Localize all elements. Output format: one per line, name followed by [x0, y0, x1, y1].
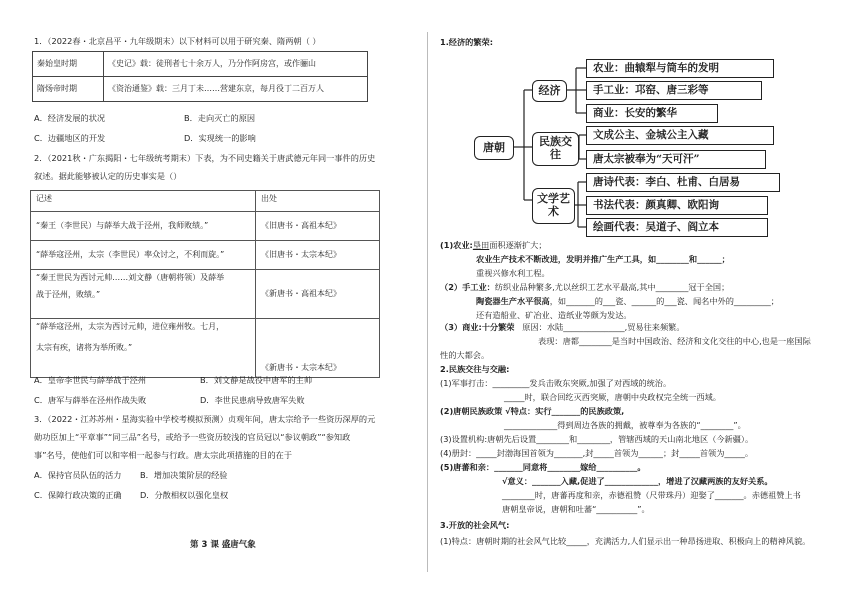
- table-header-row: 记述 出处: [31, 191, 380, 212]
- s2-line-3: (2)唐朝民族政策 √特点：实行_______的民族政策,: [440, 406, 625, 416]
- section-3-heading: 3.开放的社会风气:: [440, 520, 510, 530]
- table-row: “薛举寇泾州，太宗为西讨元帅，进位雍州牧。七月， 太宗有疾，诸将为举所败。” 《新唐书・太宗本纪》: [31, 319, 380, 378]
- q1-option-d: D．实现统一的影响: [184, 133, 256, 143]
- mindmap-item-agriculture: 农业：曲辕犁与筒车的发明: [586, 59, 774, 78]
- q3-line3: 事”名号，使他们可以和宰相一起参与行政。唐太宗此项措施的目的在于: [34, 450, 293, 460]
- q2-stem-line2: 叙述。据此能够被认定的历史事实是（）: [34, 171, 182, 181]
- note-commerce: （3）商业:十分繁荣 原因：水陆_______________,贸易往来频繁。: [440, 322, 685, 332]
- note-metropolis: 性的大都会。: [440, 350, 490, 360]
- table-row: “薛举寇泾州，太宗（李世民）率众讨之，不利而旋。” 《旧唐书・太宗本纪》: [31, 241, 380, 270]
- note-commerce-show: 表现：唐都________是当时中国政治、经济和文化交往的中心,也是一座国际: [538, 336, 811, 346]
- s2-line-2: _____时，联合回纥灭西突厥，唐朝中央政权完全统一西域。: [504, 392, 721, 402]
- table-row: 隋炀帝时期 《资治通鉴》载：三月丁未……营建东京，每月役丁二百万人: [33, 77, 368, 102]
- q2-option-c: C．唐军与薛举在泾州作战失败: [34, 395, 147, 405]
- q3-option-c: C．保障行政决策的正确: [34, 490, 122, 500]
- note-handicraft: （2）手工业：纺织业品种繁多,尤以丝织工艺水平最高,其中________冠于全国；: [440, 282, 730, 292]
- q1-option-a: A．经济发展的状况: [34, 113, 106, 123]
- q2-option-d: D．李世民患病导致唐军失败: [200, 395, 305, 405]
- mindmap-ethnic: 民族交往: [532, 132, 579, 166]
- s2-line-7: (5)唐蕃和亲：_______同意将________嫁给__________。: [440, 462, 646, 472]
- s2-line-4: _____________得到周边各族的拥戴，被尊奉为各族的“________”。: [504, 420, 746, 430]
- s2-line-6: (4)册封：_____封渤海国首领为_______,封_____首领为______；封_____首领为_____。: [440, 448, 754, 458]
- lesson-title: 第 3 课 盛唐气象: [190, 540, 256, 550]
- note-ceramics: 陶瓷器生产水平很高，如_______的___瓷、______的___瓷、闻名中外的_________；: [476, 296, 779, 306]
- s2-line-10: 唐朝皇帝说，唐朝和吐蕃“__________”。: [502, 504, 650, 514]
- q2-option-b: B．刘文静是战役中唐军的主帅: [200, 375, 313, 385]
- note-agri-tools: 农业生产技术不断改进，发明并推广生产工具，如________和______；: [476, 254, 730, 264]
- note-agri-water: 重视兴修水利工程。: [476, 268, 550, 278]
- q1-stem: 1．（2022春・北京昌平・九年级期末）以下材料可以用于研究秦、隋两朝（ ）: [34, 36, 321, 46]
- q1-option-b: B．走向灭亡的原因: [184, 113, 256, 123]
- mindmap-root: 唐朝: [474, 136, 514, 160]
- section-1-heading: 1.经济的繁荣:: [440, 37, 494, 47]
- q3-line2: 勋功臣加上“平章事”“同三品”名号，或给予一些资历较浅的官员冠以“参议朝政”“参知政: [34, 432, 351, 442]
- table-row: 秦始皇时期 《史记》载：徒刑者七十余万人，乃分作阿房宫，或作骊山: [33, 52, 368, 77]
- mindmap-item-tiankehan: 唐太宗被奉为“天可汗”: [586, 150, 766, 169]
- mindmap-culture: 文学艺术: [532, 188, 575, 224]
- mindmap-item-commerce: 商业：长安的繁华: [586, 104, 718, 123]
- q3-option-b: B．增加决策阶层的经验: [140, 470, 228, 480]
- mindmap-item-handicraft: 手工业：邛窑、唐三彩等: [586, 81, 762, 100]
- s2-line-5: (3)设置机构:唐朝先后设置________和________，管辖西域的天山南北地区（今新疆）。: [440, 434, 754, 444]
- q2-option-a: A．皇帝李世民与薛举战于泾州: [34, 375, 147, 385]
- section-2-heading: 2.民族交往与交融:: [440, 364, 510, 374]
- note-agriculture: (1)农业:垦田面积逐渐扩大；: [440, 240, 547, 250]
- table-row: “秦王世民为西讨元帅……刘文静（唐朝将领）及薛举 战于泾州，败绩。” 《新唐书・高祖本纪》: [31, 270, 380, 319]
- q1-option-c: C．边疆地区的开发: [34, 133, 106, 143]
- s2-line-8: √意义：_______入藏,促进了_____________，增进了汉藏两族的友好关系。: [502, 476, 773, 486]
- q3-option-d: D．分散相权以强化皇权: [140, 490, 229, 500]
- mindmap-economy: 经济: [532, 80, 567, 102]
- mindmap-item-poetry: 唐诗代表：李白、杜甫、白居易: [586, 173, 780, 192]
- s2-line-9: ________时，唐蕃再度和亲，赤德祖赞（尺带珠丹）迎娶了_______。赤德祖赞上书: [502, 490, 801, 500]
- note-other-industry: 还有造船业、矿冶业、造纸业等颇为发达。: [476, 310, 632, 320]
- s2-line-1: (1)军事打击：_________发兵击败东突厥,加强了对西域的统治。: [440, 378, 672, 388]
- mindmap-item-princess: 文成公主、金城公主入藏: [586, 126, 774, 145]
- mindmap-item-calligraphy: 书法代表：颜真卿、欧阳询: [586, 196, 768, 215]
- table-row: “秦王（李世民）与薛举大战于泾州，我师败绩。” 《旧唐书・高祖本纪》: [31, 212, 380, 241]
- q3-line1: 3．（2022・江苏苏州・星海实验中学校考模拟预测）贞观年间，唐太宗给予一些资历深厚的元: [34, 414, 376, 424]
- mindmap-item-painting: 绘画代表：吴道子、阎立本: [586, 218, 768, 237]
- q3-option-a: A．保持官员队伍的活力: [34, 470, 122, 480]
- s3-line-1: (1)特点：唐朝时期的社会风气比较_____，充满活力,人们显示出一种昂扬进取、积极向上的精神风貌。: [440, 536, 811, 546]
- q2-stem-line1: 2．（2021秋・广东揭阳・七年级统考期末）下表，为不同史籍关于唐武德元年同一事件的历史: [34, 153, 376, 163]
